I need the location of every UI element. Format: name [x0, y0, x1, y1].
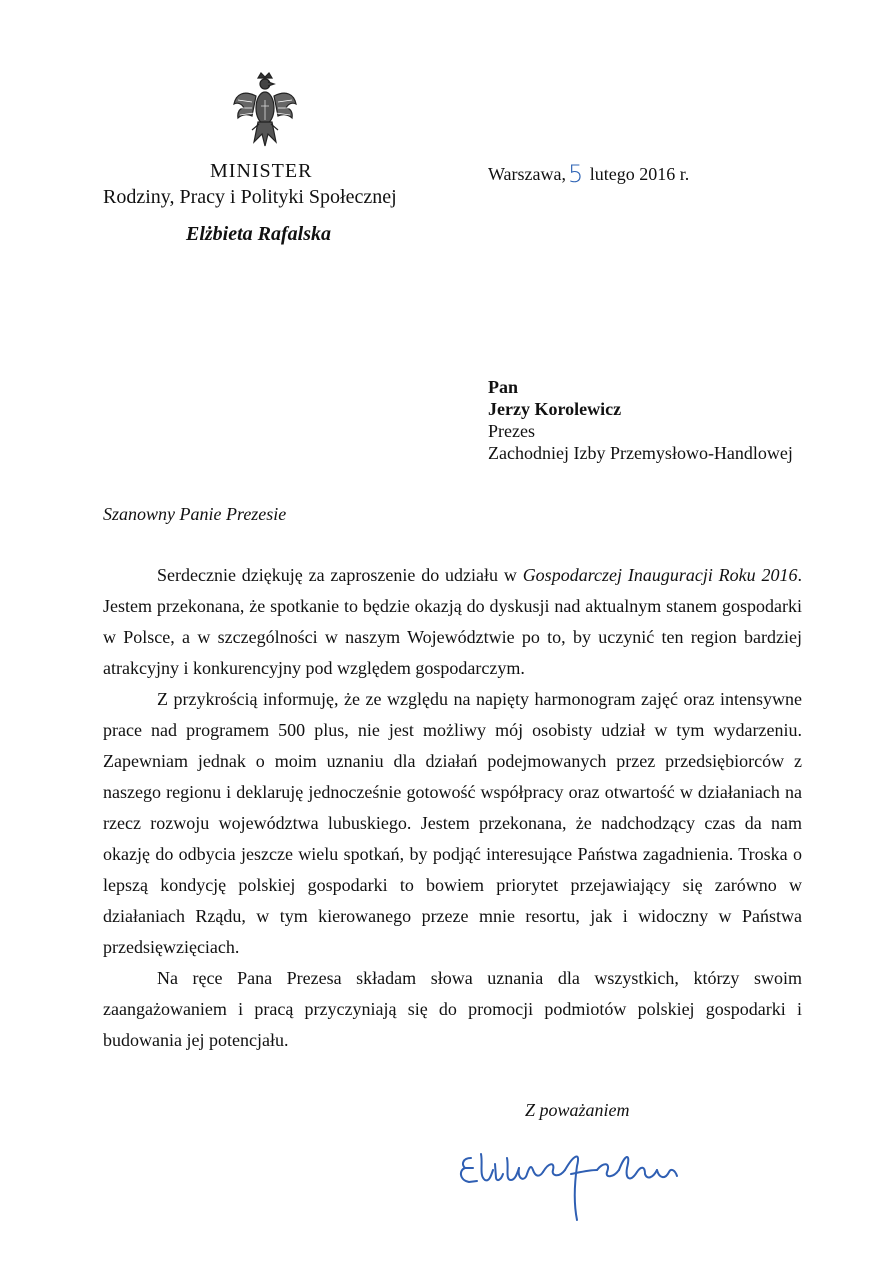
header-title: MINISTER: [210, 160, 313, 182]
letter-body: [103, 560, 802, 1056]
handwritten-signature: [455, 1140, 695, 1230]
recipient-block: [488, 376, 793, 464]
recipient-role: Prezes: [488, 421, 535, 441]
paragraph-1-end: . Jestem przekonana, że spotkanie to będzie okazją do dyskusji nad aktualnym stanem gospodarki w Polsce, a w szczególności w naszym Województwie po to, by uczynić ten region bardziej atrakcyjny i konkurencyjny pod względem gospodarczym.: [103, 565, 802, 678]
paragraph-1-start: Serdecznie dziękuję za zaproszenie do udziału w: [157, 565, 523, 585]
paragraph-3: Na ręce Pana Prezesa składam słowa uznania dla wszystkich, którzy swoim zaangażowaniem i pracą przyczyniają się do promocji podmiotów polskiej gospodarki i budowania jej potencjału.: [103, 968, 802, 1050]
date-line: [488, 162, 689, 186]
letter-closing: Z poważaniem: [525, 1100, 630, 1120]
date-month-year: lutego 2016 r.: [589, 164, 690, 184]
recipient-name: Jerzy Korolewicz: [488, 399, 622, 419]
paragraph-1: [103, 560, 802, 684]
polish-eagle-emblem-icon: [232, 70, 298, 150]
paragraph-2: Z przykrością informuję, że ze względu na napięty harmonogram zajęć oraz intensywne prace nad programem 500 plus, nie jest możliwy mój osobisty udział w tym wydarzeniu. Zapewniam jednak o moim uznaniu dla działań podejmowanych przez przedsiębiorców z naszego regionu i deklaruję jednocześnie gotowość współpracy oraz otwartość w działaniach na rzecz rozwoju województwa lubuskiego. Jestem przekonana, że nadchodzący czas da nam okazję do odbycia jeszcze wielu spotkań, by podjąć interesujące Państwa zagadnienia. Troska o lepszą kondycję polskiej gospodarki to bowiem priorytet przejawiający się zarówno w działaniach Rządu, w tym kierowanego przeze mnie resortu, jak i widoczny w Państwa przedsięwzięciach.: [103, 689, 802, 957]
minister-name: Elżbieta Rafalska: [186, 223, 332, 245]
ministry-name: Rodziny, Pracy i Polityki Społecznej: [103, 186, 397, 208]
recipient-salutation: Pan: [488, 377, 519, 397]
letter-salutation: Szanowny Panie Prezesie: [103, 504, 287, 524]
date-day-handwritten: 5: [568, 160, 584, 188]
date-place: Warszawa,: [488, 164, 567, 184]
recipient-organization: Zachodniej Izby Przemysłowo-Handlowej: [488, 443, 793, 463]
event-name: Gospodarczej Inauguracji Roku 2016: [522, 565, 798, 585]
